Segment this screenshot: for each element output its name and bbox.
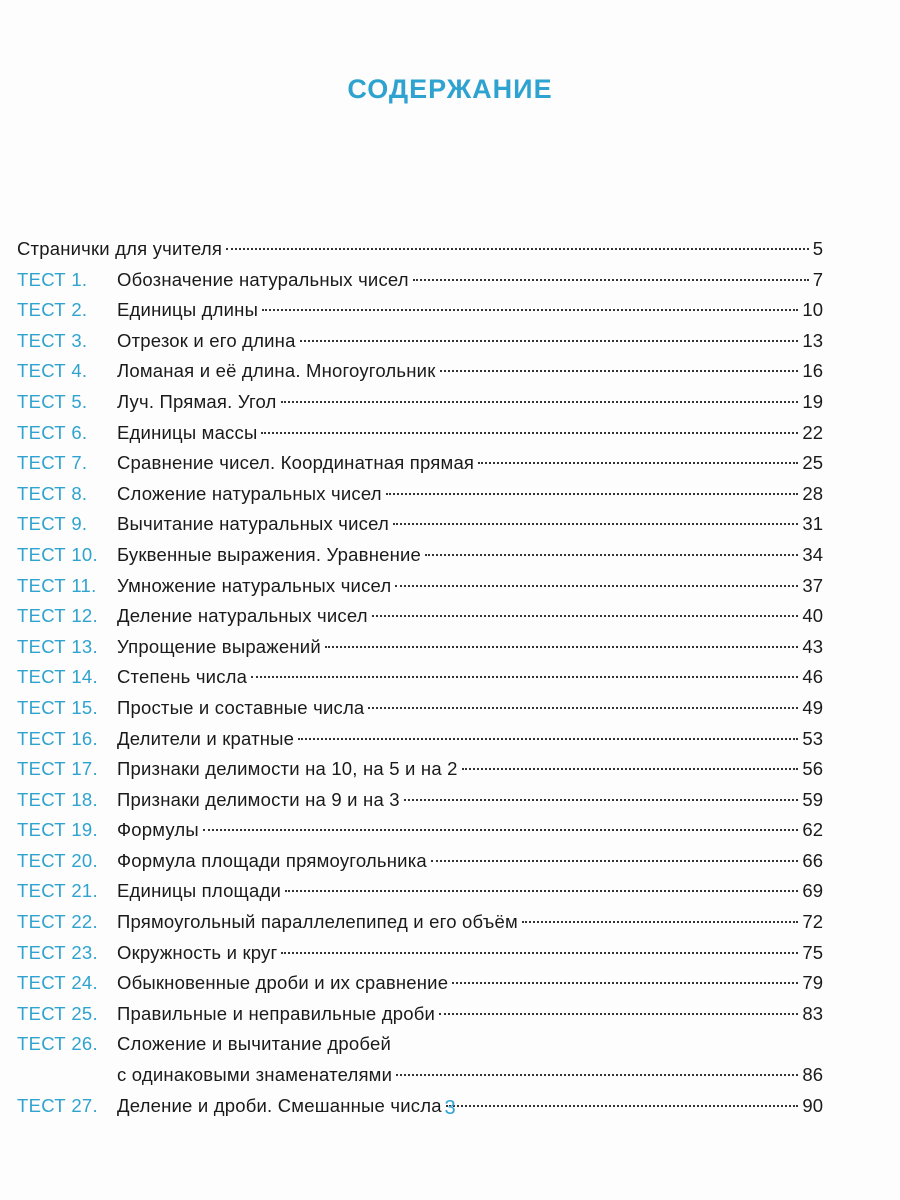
dot-leader xyxy=(440,370,799,372)
toc-entry-text: Ломаная и её длина. Многоугольник xyxy=(117,360,436,382)
toc-entry-text: Отрезок и его длина xyxy=(117,329,296,351)
toc-entry-page: 5 xyxy=(812,238,823,259)
toc-entry-label: ТЕСТ 7. xyxy=(17,452,88,474)
toc-entry-page: 19 xyxy=(802,390,823,412)
dot-leader xyxy=(372,615,799,617)
toc-entry-label: ТЕСТ 23. xyxy=(17,941,98,963)
toc-entry-page: 79 xyxy=(802,972,823,994)
toc-entry[interactable] xyxy=(17,907,823,938)
dot-leader xyxy=(300,340,799,342)
dot-leader xyxy=(404,799,799,801)
toc-entry-label: ТЕСТ 24. xyxy=(17,972,98,994)
toc-entry-text: Деление и дроби. Смешанные числа xyxy=(117,1094,442,1116)
dot-leader xyxy=(298,738,798,740)
toc-entry-label: ТЕСТ 9. xyxy=(17,513,88,535)
toc-entry-text: Формулы xyxy=(117,819,199,841)
toc-entry-text: Сравнение чисел. Координатная прямая xyxy=(117,452,475,474)
toc-entry[interactable] xyxy=(17,846,823,877)
dot-leader xyxy=(462,768,799,770)
dot-leader xyxy=(226,248,809,250)
toc-entry[interactable] xyxy=(17,265,823,296)
dot-leader xyxy=(281,952,798,954)
toc-entry-page: 16 xyxy=(802,360,823,382)
toc-entry[interactable] xyxy=(17,448,823,479)
toc-entry[interactable] xyxy=(17,693,823,724)
toc-entry-label: ТЕСТ 27. xyxy=(17,1094,98,1116)
toc-entry-label: ТЕСТ 19. xyxy=(17,819,98,841)
toc-entry-label: ТЕСТ 20. xyxy=(17,849,98,871)
toc-entry-text: Признаки делимости на 9 и на 3 xyxy=(117,788,400,810)
toc-entry-page: 75 xyxy=(802,941,823,963)
dot-leader xyxy=(439,1013,798,1015)
toc-entry-label: ТЕСТ 21. xyxy=(17,880,98,902)
toc-entry-label: ТЕСТ 25. xyxy=(17,1002,98,1024)
toc-entry-label: ТЕСТ 2. xyxy=(17,299,88,321)
toc-entry-text: Вычитание натуральных чисел xyxy=(117,513,389,535)
toc-entry[interactable] xyxy=(17,815,823,846)
toc-entry[interactable] xyxy=(17,785,823,816)
dot-leader xyxy=(452,982,798,984)
toc-entry-label: ТЕСТ 13. xyxy=(17,635,98,657)
toc-entry-label: ТЕСТ 15. xyxy=(17,696,98,718)
toc-entry-text: Обыкновенные дроби и их сравнение xyxy=(117,972,449,994)
toc-entry-text: Делители и кратные xyxy=(117,727,295,749)
toc-entry-label: ТЕСТ 12. xyxy=(17,605,98,627)
toc-entry-label: ТЕСТ 22. xyxy=(17,911,98,933)
dot-leader xyxy=(251,676,798,678)
dot-leader xyxy=(261,432,798,434)
toc-entry-text: Умножение натуральных чисел xyxy=(117,574,392,596)
dot-leader xyxy=(325,646,799,648)
toc-entry-line2 xyxy=(17,1060,823,1091)
page-title: СОДЕРЖАНИЕ xyxy=(347,74,553,104)
toc-entry-text: Сложение натуральных чисел xyxy=(117,482,382,504)
toc-entry-page: 86 xyxy=(802,1064,823,1086)
toc-entry-label: ТЕСТ 26. xyxy=(17,1033,98,1055)
toc-entry[interactable] xyxy=(17,968,823,999)
toc-entry-page: 37 xyxy=(802,574,823,596)
toc-entry[interactable] xyxy=(17,326,823,357)
toc-entry-page: 69 xyxy=(802,880,823,902)
toc-entry[interactable] xyxy=(17,999,823,1030)
toc-entry-page: 10 xyxy=(802,299,823,321)
dot-leader xyxy=(413,279,809,281)
toc-entry-text: Прямоугольный параллелепипед и его объём xyxy=(117,911,518,933)
toc-entry-text: Буквенные выражения. Уравнение xyxy=(117,543,422,565)
toc-entry-label: ТЕСТ 4. xyxy=(17,360,88,382)
toc-entry-text: Сложение и вычитание дробей xyxy=(117,1033,391,1055)
toc-entry[interactable] xyxy=(17,601,823,632)
toc-entry-label: ТЕСТ 14. xyxy=(17,666,98,688)
table-of-contents xyxy=(17,234,823,1121)
toc-entry[interactable] xyxy=(17,356,823,387)
toc-entry[interactable] xyxy=(17,571,823,602)
dot-leader xyxy=(203,829,799,831)
dot-leader xyxy=(393,523,798,525)
toc-entry-page: 53 xyxy=(802,727,823,749)
toc-entry-text: Единицы массы xyxy=(117,421,258,443)
dot-leader xyxy=(395,585,798,587)
toc-entry-page: 49 xyxy=(802,696,823,718)
dot-leader xyxy=(262,309,798,311)
toc-entry-label: ТЕСТ 6. xyxy=(17,421,88,443)
dot-leader xyxy=(386,493,799,495)
toc-entry-page: 28 xyxy=(802,482,823,504)
toc-entry-page: 83 xyxy=(802,1002,823,1024)
toc-entry-label: ТЕСТ 17. xyxy=(17,758,98,780)
toc-entry[interactable] xyxy=(17,662,823,693)
toc-entry-text: Обозначение натуральных чисел xyxy=(117,268,409,290)
toc-entry-page: 66 xyxy=(802,849,823,871)
dot-leader xyxy=(281,401,799,403)
dot-leader xyxy=(431,860,799,862)
toc-entry[interactable] xyxy=(17,938,823,969)
dot-leader xyxy=(478,462,798,464)
toc-entry-label: ТЕСТ 10. xyxy=(17,543,98,565)
toc-entry-page: 72 xyxy=(802,911,823,933)
toc-entry-page: 56 xyxy=(802,758,823,780)
toc-entry-label: ТЕСТ 1. xyxy=(17,268,88,290)
toc-entry-page: 22 xyxy=(802,421,823,443)
toc-entry[interactable] xyxy=(17,418,823,449)
toc-entry-page: 25 xyxy=(802,452,823,474)
toc-entry[interactable] xyxy=(17,509,823,540)
dot-leader xyxy=(285,890,798,892)
toc-entry-multiline[interactable] xyxy=(17,1029,823,1090)
toc-entry-text: Формула площади прямоугольника xyxy=(117,849,427,871)
toc-entry-page: 46 xyxy=(802,666,823,688)
toc-entry-page: 7 xyxy=(812,268,823,290)
toc-entry-page: 59 xyxy=(802,788,823,810)
toc-entry[interactable] xyxy=(17,540,823,571)
toc-entry-text: Единицы длины xyxy=(117,299,259,321)
toc-entry-page: 62 xyxy=(802,819,823,841)
toc-entry[interactable] xyxy=(17,754,823,785)
toc-entry-text: Окружность и круг xyxy=(117,941,278,963)
toc-entry-text: Странички для учителя xyxy=(17,238,223,259)
toc-entry-text: Простые и составные числа xyxy=(117,696,365,718)
toc-entry-text: Упрощение выражений xyxy=(117,635,321,657)
toc-entry-label: ТЕСТ 11. xyxy=(17,574,97,596)
dot-leader xyxy=(396,1074,798,1076)
toc-entry-label: ТЕСТ 16. xyxy=(17,727,98,749)
toc-entry[interactable] xyxy=(17,387,823,418)
dot-leader xyxy=(425,554,798,556)
toc-entry-label: ТЕСТ 18. xyxy=(17,788,98,810)
toc-entry-text-continued: с одинаковыми знаменателями xyxy=(117,1064,393,1086)
dot-leader xyxy=(368,707,798,709)
toc-entry-intro[interactable] xyxy=(17,234,823,265)
toc-entry-text: Единицы площади xyxy=(117,880,281,902)
toc-entry[interactable] xyxy=(17,724,823,755)
toc-entry-text: Степень числа xyxy=(117,666,248,688)
toc-entry-page: 13 xyxy=(802,329,823,351)
toc-entry-line1 xyxy=(17,1029,823,1060)
dot-leader xyxy=(522,921,799,923)
page-number: 3 xyxy=(444,1097,456,1119)
toc-entry-page: 31 xyxy=(802,513,823,535)
toc-entry-page: 43 xyxy=(802,635,823,657)
toc-entry-page: 90 xyxy=(802,1094,823,1116)
toc-entry-text: Правильные и неправильные дроби xyxy=(117,1002,436,1024)
toc-entry[interactable] xyxy=(17,295,823,326)
toc-entry-text: Признаки делимости на 10, на 5 и на 2 xyxy=(117,758,458,780)
toc-entry-text: Деление натуральных чисел xyxy=(117,605,368,627)
toc-entry-text: Луч. Прямая. Угол xyxy=(117,390,277,412)
toc-entry-page: 34 xyxy=(802,543,823,565)
toc-entry-label: ТЕСТ 5. xyxy=(17,390,88,412)
toc-entry-label: ТЕСТ 3. xyxy=(17,329,88,351)
toc-entry[interactable] xyxy=(17,876,823,907)
toc-entry[interactable] xyxy=(17,479,823,510)
toc-entry[interactable] xyxy=(17,632,823,663)
toc-entry-page: 40 xyxy=(802,605,823,627)
toc-entry-label: ТЕСТ 8. xyxy=(17,482,88,504)
